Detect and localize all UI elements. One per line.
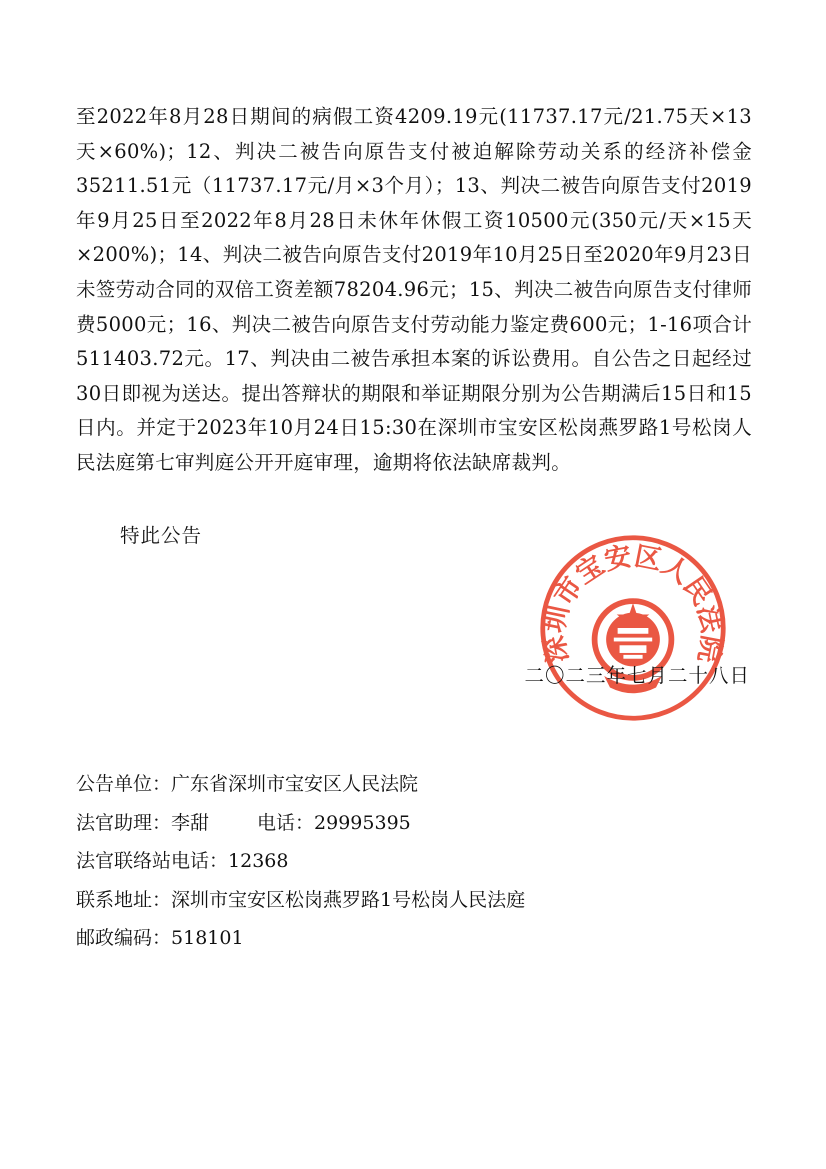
notice-date: 二〇二三年七月二十八日 xyxy=(524,664,750,687)
seal-text: 深圳市宝安区人民法院 xyxy=(538,540,728,666)
court-seal-icon xyxy=(537,532,729,724)
issuer-line xyxy=(76,765,525,804)
postal-line xyxy=(76,919,525,958)
address-label: 联系地址： xyxy=(76,888,172,911)
postal-code: 518101 xyxy=(171,927,244,949)
judgment-paragraph: 至2022年8月28日期间的病假工资4209.19元(11737.17元/21.75天×13天×60%)；12、判决二被告向原告支付被迫解除劳动关系的经济补偿金35211.51元（11737.17元/月×3个月）；13、判决二被告向原告支付2019年9月25日至2022年8月28日未休年休假工资10500元(350元/天×15天×200%)；14、判决二被告向原告支付2019年10月25日至2020年9月23日未签劳动合同的双倍工资差额78204.96元；15、判决二被告向原告支付律师费5000元；16、判决二被告向原告支付劳动能力鉴定费600元；1-16项合计511403.72元。17、判决由二被告承担本案的诉讼费用。自公告之日起经过30日即视为送达。提出答辩状的期限和举证期限分别为公告期满后15日和15日内。并定于2023年10月24日15:30在深圳市宝安区松岗燕罗路1号松岗人民法庭第七审判庭公开开庭审理，逾期将依法缺席裁判。 xyxy=(76,105,752,474)
phone-number: 29995395 xyxy=(314,811,411,834)
station-line xyxy=(76,842,525,881)
closing-statement: 特此公告 xyxy=(120,524,203,547)
issuer-name: 广东省深圳市宝安区人民法院 xyxy=(171,773,419,795)
station-label: 法官联络站电话： xyxy=(76,850,229,872)
issuer-label: 公告单位： xyxy=(76,773,172,795)
station-phone: 12368 xyxy=(228,850,289,872)
assistant-label: 法官助理： xyxy=(76,811,172,834)
postal-label: 邮政编码： xyxy=(76,927,172,949)
contact-footer xyxy=(76,765,525,958)
phone-label: 电话： xyxy=(257,811,315,834)
address-line xyxy=(76,881,525,920)
assistant-line xyxy=(76,804,525,843)
assistant-name: 李甜 xyxy=(171,811,210,834)
address-value: 深圳市宝安区松岗燕罗路1号松岗人民法庭 xyxy=(171,888,526,911)
